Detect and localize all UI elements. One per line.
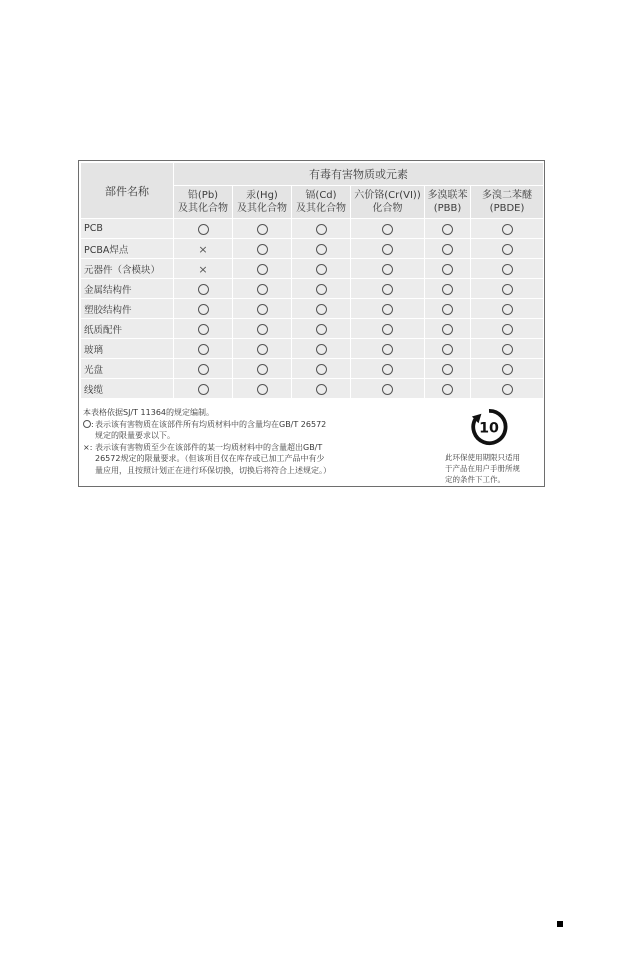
substance-mark-cell [233, 379, 292, 399]
circle-icon [83, 420, 91, 428]
substance-mark-cell [351, 299, 425, 319]
substance-header-1 [233, 186, 292, 219]
substance-mark-cell [292, 219, 351, 239]
circle-icon [442, 384, 453, 395]
circle-icon [502, 364, 513, 375]
substance-mark-cell [174, 219, 233, 239]
environmental-use-period [445, 408, 541, 485]
substance-mark-cell [425, 319, 471, 339]
circle-icon [257, 324, 268, 335]
substance-mark-cell [471, 379, 544, 399]
substance-mark-cell [351, 319, 425, 339]
circle-icon [502, 244, 513, 255]
part-name-cell: 光盘 [81, 359, 174, 379]
circle-icon [382, 224, 393, 235]
substance-mark-cell [233, 299, 292, 319]
part-name-header: 部件名称 [81, 163, 174, 219]
table-notes [83, 407, 423, 476]
circle-icon [382, 384, 393, 395]
substance-mark-cell [233, 239, 292, 259]
part-name-cell: PCB [81, 219, 174, 239]
circle-icon [257, 364, 268, 375]
circle-icon [257, 344, 268, 355]
page-end-marker [557, 921, 563, 927]
circle-icon [257, 244, 268, 255]
substance-mark-cell [425, 299, 471, 319]
substance-mark-cell [174, 339, 233, 359]
substance-mark-cell [471, 339, 544, 359]
circle-icon [257, 384, 268, 395]
circle-icon [502, 264, 513, 275]
circle-icon [382, 344, 393, 355]
substance-mark-cell [471, 279, 544, 299]
cross-icon: × [198, 263, 208, 276]
substance-mark-cell [425, 359, 471, 379]
substance-mark-cell [425, 219, 471, 239]
substance-mark-cell [425, 259, 471, 279]
substance-header-line: 镉(Cd) [305, 190, 337, 201]
substance-header-4 [425, 186, 471, 219]
cross-legend-symbol: ×: [83, 442, 93, 452]
circle-icon [382, 304, 393, 315]
circle-icon [502, 224, 513, 235]
substance-header-line: 及其化合物 [178, 203, 228, 214]
substance-mark-cell [351, 239, 425, 259]
cross-note-text [95, 442, 331, 477]
table-row [81, 219, 544, 239]
table-row [81, 359, 544, 379]
eco-text-line-1: 此环保使用期限只适用 [445, 453, 520, 462]
hazardous-substance-table [80, 162, 544, 399]
circle-icon [316, 244, 327, 255]
circle-icon [257, 224, 268, 235]
table-row [81, 259, 544, 279]
circle-icon [442, 364, 453, 375]
substance-mark-cell [292, 239, 351, 259]
circle-legend-symbol: : [83, 419, 95, 442]
substance-header-line: (PBB) [433, 203, 462, 214]
part-name-cell: 金属结构件 [81, 279, 174, 299]
substance-mark-cell [233, 219, 292, 239]
substance-mark-cell [471, 219, 544, 239]
substance-header-line: 汞(Hg) [246, 190, 278, 201]
substance-mark-cell [174, 259, 233, 279]
circle-icon [198, 344, 209, 355]
substance-mark-cell [174, 299, 233, 319]
substance-mark-cell [292, 319, 351, 339]
substance-mark-cell [425, 239, 471, 259]
substance-mark-cell [471, 359, 544, 379]
circle-icon [316, 324, 327, 335]
substance-mark-cell [351, 339, 425, 359]
substance-header-3 [351, 186, 425, 219]
part-name-cell: 塑胶结构件 [81, 299, 174, 319]
substance-mark-cell [174, 319, 233, 339]
circle-icon [382, 364, 393, 375]
substance-mark-cell [425, 279, 471, 299]
circle-icon [442, 304, 453, 315]
table-row [81, 279, 544, 299]
substance-mark-cell [233, 279, 292, 299]
substance-header-line: 多溴联苯 [427, 190, 468, 201]
substance-header-line: 铅(Pb) [187, 190, 219, 201]
circle-icon [198, 324, 209, 335]
circle-icon [198, 284, 209, 295]
circle-icon [316, 304, 327, 315]
circle-note-line-1: 表示该有害物质在该部件所有均质材料中的含量均在GB/T 26572 [95, 419, 327, 429]
circle-icon [442, 344, 453, 355]
circle-icon [502, 324, 513, 335]
substance-group-header: 有毒有害物质或元素 [174, 163, 544, 186]
substance-mark-cell [292, 379, 351, 399]
eco-logo-number: 10 [479, 420, 499, 437]
circle-icon [502, 304, 513, 315]
substance-header-line: 及其化合物 [237, 203, 287, 214]
substance-header-line: 化合物 [372, 203, 403, 214]
circle-icon [316, 344, 327, 355]
circle-icon [257, 304, 268, 315]
circle-icon [198, 224, 209, 235]
substance-mark-cell [292, 339, 351, 359]
substance-header-5 [471, 186, 544, 219]
substance-mark-cell [425, 339, 471, 359]
part-name-cell: 纸质配件 [81, 319, 174, 339]
circle-icon [198, 304, 209, 315]
circle-note-text [95, 419, 326, 442]
substance-mark-cell [233, 319, 292, 339]
table-row [81, 299, 544, 319]
part-name-cell: PCBA焊点 [81, 239, 174, 259]
circle-icon [382, 244, 393, 255]
circle-icon [257, 284, 268, 295]
substance-header-0 [174, 186, 233, 219]
circle-icon [502, 284, 513, 295]
table-row [81, 339, 544, 359]
substance-mark-cell [351, 219, 425, 239]
notes-intro: 本表格依据SJ/T 11364的规定编制。 [83, 408, 215, 417]
circle-icon [502, 384, 513, 395]
cross-note-line-2: 26572规定的限量要求。（但该项目仅在库存或已加工产品中有少 [95, 454, 325, 463]
circle-icon [316, 384, 327, 395]
substance-mark-cell [425, 379, 471, 399]
circle-icon [442, 224, 453, 235]
part-name-cell: 玻璃 [81, 339, 174, 359]
circle-icon [316, 284, 327, 295]
circle-icon [382, 264, 393, 275]
circle-note-line-2: 规定的限量要求以下。 [95, 431, 175, 440]
eco-text-line-2: 于产品在用户手册所规 [445, 464, 520, 473]
substance-mark-cell [471, 319, 544, 339]
substance-mark-cell [174, 239, 233, 259]
circle-icon [382, 324, 393, 335]
substance-mark-cell [351, 279, 425, 299]
cross-note-line-1: 表示该有害物质至少在该部件的某一均质材料中的含量超出GB/T [95, 442, 323, 452]
substance-mark-cell [174, 379, 233, 399]
table-row [81, 379, 544, 399]
table-body [81, 219, 544, 399]
circle-icon [316, 364, 327, 375]
circle-icon [316, 224, 327, 235]
circle-icon [198, 364, 209, 375]
environment-protection-period-icon [470, 408, 508, 446]
substance-mark-cell [351, 379, 425, 399]
substance-header-line: 及其化合物 [296, 203, 346, 214]
substance-mark-cell [292, 279, 351, 299]
circle-icon [442, 284, 453, 295]
circle-icon [316, 264, 327, 275]
cross-note [83, 442, 423, 477]
circle-icon [198, 384, 209, 395]
substance-mark-cell [471, 299, 544, 319]
substance-mark-cell [292, 299, 351, 319]
substance-mark-cell [471, 239, 544, 259]
substance-mark-cell [233, 359, 292, 379]
substance-header-2 [292, 186, 351, 219]
circle-icon [442, 264, 453, 275]
substance-mark-cell [233, 259, 292, 279]
substance-mark-cell [351, 259, 425, 279]
substance-mark-cell [292, 259, 351, 279]
circle-note [83, 419, 423, 442]
cross-note-line-3: 量应用，且按照计划正在进行环保切换，切换后将符合上述规定。） [95, 465, 331, 475]
substance-header-line: 多溴二苯醚 [482, 190, 533, 201]
circle-icon [502, 344, 513, 355]
cross-icon: × [198, 243, 208, 256]
substance-header-line: (PBDE) [489, 203, 525, 214]
substance-mark-cell [233, 339, 292, 359]
circle-icon [442, 324, 453, 335]
table-row [81, 239, 544, 259]
circle-icon [257, 264, 268, 275]
substance-mark-cell [351, 359, 425, 379]
substance-mark-cell [471, 259, 544, 279]
eco-text-line-3: 定的条件下工作。 [445, 475, 505, 484]
table-row [81, 319, 544, 339]
substance-mark-cell [292, 359, 351, 379]
rohs-disclosure-panel [78, 160, 545, 487]
substance-mark-cell [174, 359, 233, 379]
circle-icon [442, 244, 453, 255]
circle-icon [382, 284, 393, 295]
substance-mark-cell [174, 279, 233, 299]
substance-header-line: 六价铬(Cr(VI)) [354, 190, 421, 201]
part-name-cell: 线缆 [81, 379, 174, 399]
part-name-cell: 元器件（含模块） [81, 259, 174, 279]
